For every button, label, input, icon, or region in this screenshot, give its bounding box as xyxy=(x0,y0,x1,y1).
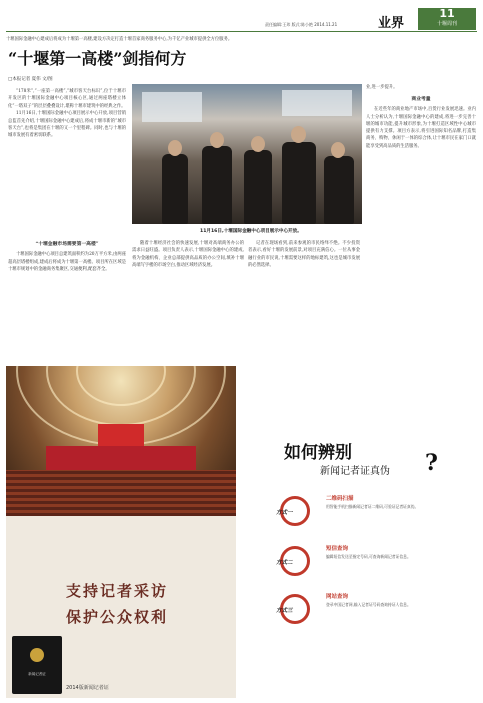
header-rule xyxy=(6,31,477,32)
press-card-caption: 2014版新闻记者证 xyxy=(66,685,109,691)
person-head xyxy=(168,140,182,156)
section-title: 业界 xyxy=(378,16,405,31)
press-card-verification-ad xyxy=(242,366,478,698)
emblem-icon xyxy=(30,648,44,662)
subheading: “十堰金融市场需要第一高楼” xyxy=(35,241,99,247)
paragraph: 十堰国际金融中心项目总建筑面积约为20万平方米,由两座超高层塔楼组成,建成后将成为十堰第一高楼。项目所在区域是十堰市规划中的金融商务集聚区,交通便利,配套齐全。 xyxy=(8,252,126,272)
ad-subtitle: 新闻记者证真伪 xyxy=(320,466,390,477)
method-heading: 短信查询 xyxy=(326,546,349,552)
assembly-hall-photo xyxy=(6,366,236,516)
promo-slogan-line-1: 支持记者采访 xyxy=(66,582,169,600)
window-light xyxy=(282,90,352,116)
method-heading: 网站查询 xyxy=(326,594,349,600)
article-column-2 xyxy=(132,240,244,358)
article-column-1 xyxy=(8,88,126,238)
press-card-image xyxy=(12,636,62,694)
window-light xyxy=(142,92,202,122)
photo-caption: 11月16日,十堰国际金融中心项目展示中心开放。 xyxy=(200,229,302,234)
article-column-3 xyxy=(248,240,360,358)
question-mark: ? xyxy=(425,450,438,476)
paper-name: 十堰周刊 xyxy=(436,21,457,27)
paragraph: 在近些年的商业地产市场中,百货行业发展迅速。业内人士分析认为,十堰国际金融中心的建成,将进一步完善十堰的城市功能,提升城市形象,为十堰打造区域性中心城市提供有力支撑。项目方表示,将引进国际知名品牌,打造集商务、购物、休闲于一体的综合体,让十堰市民在家门口就能享受到高品质的生活服务。 xyxy=(366,107,476,149)
article-headline: “十堰第一高楼”剑指何方 xyxy=(8,49,187,68)
article-column-4 xyxy=(366,92,476,360)
stage-backdrop xyxy=(46,446,196,472)
method-description: 登录中国记者网,输入记者证号码查询持证人信息。 xyxy=(326,602,411,607)
press-card-label: 新闻记者证 xyxy=(28,672,46,676)
page-meta: 责任编辑:王玮 版式:陈小艳 2014.11.21 xyxy=(265,22,338,27)
page-header xyxy=(0,0,483,30)
person-silhouette xyxy=(244,150,272,224)
article-deck: 十堰国际金融中心建成后将成为十堰第一高楼,建设方决定打造十堰首家商务服务中心,为千亿产业城市提供全方位服务。 xyxy=(6,37,233,42)
method-description: 编辑短信发送至指定号码,可查询新闻记者证信息。 xyxy=(326,554,411,559)
article-photo xyxy=(132,84,362,224)
article-column-1-continued xyxy=(8,238,126,358)
method-heading: 二维码扫描 xyxy=(326,496,354,502)
person-head xyxy=(210,132,224,148)
page-number-box xyxy=(418,8,476,30)
person-head xyxy=(331,142,345,158)
page-number: 11 xyxy=(439,7,455,20)
paragraph: 随着十堰经济社会的快速发展,十堰对高端商务办公的需求日益旺盛。项目负责人表示,十堰国际金融中心的建成,将为金融机构、企业总部提供高品质的办公空间,填补十堰高端写字楼的市场空白,推动区域经济发展。 xyxy=(132,241,244,268)
subheading: 商业考量 xyxy=(411,96,431,102)
person-silhouette xyxy=(324,156,354,224)
promo-slogan-line-2: 保护公众权利 xyxy=(66,608,169,626)
method-label: 方式三 xyxy=(276,608,293,614)
method-description: 用智能手机扫描新闻记者证二维码,可验证记者证真伪。 xyxy=(326,504,419,509)
column-4-lead: 业,进一步提升。 xyxy=(366,85,398,90)
article-byline: □本报记者 夏伟 文/图 xyxy=(8,77,53,82)
red-banner xyxy=(98,424,144,446)
press-card-promo xyxy=(6,516,236,698)
paragraph: 记者在现场看到,前来参观的市民络绎不绝。不少投资者表示,看好十堰的发展前景,对项目充满信心。一位从事金融行业的市民说,十堰需要这样的地标建筑,这也是城市发展的必然选择。 xyxy=(248,241,360,268)
person-head xyxy=(251,136,265,152)
person-silhouette xyxy=(202,146,232,224)
person-silhouette xyxy=(282,142,316,224)
paragraph: “178米”,“一座第一高楼”,“城市客天台标识”,位于十堰市开发区的十堰国际金融中心项目核心区,通过两座塔楼立体化“一塔双子”的层层叠叠设计,堪称十堰市建筑中的经典之作。 xyxy=(8,89,126,109)
method-label: 方式一 xyxy=(276,510,293,516)
person-head xyxy=(291,126,306,143)
ad-title: 如何辨别 xyxy=(284,443,352,463)
method-label: 方式二 xyxy=(276,560,293,566)
audience-seats xyxy=(6,470,236,516)
paragraph: 11月16日,十堰国际金融中心项目展示中心开放,项目营销总监首先介绍,十堰国际金融中心建成后,将成十堰市新的“城市客天台”,也将是集团在十堰的又一个里程碑。同时,也与十堰的城市发展有着密切联系。 xyxy=(8,111,126,139)
person-silhouette xyxy=(162,154,188,224)
